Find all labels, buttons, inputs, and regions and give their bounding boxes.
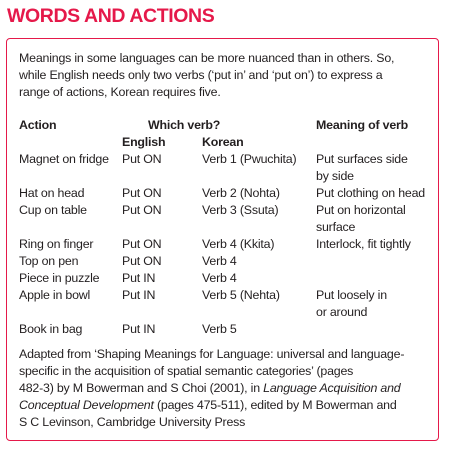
table-cell-meaning: or around (316, 305, 368, 319)
table-cell-action: Piece in puzzle (19, 271, 100, 285)
intro-line: while English needs only two verbs (‘put in’ and ‘put on’) to express a (19, 68, 383, 82)
header-english: English (122, 135, 166, 149)
header-korean: Korean (202, 135, 244, 149)
table-cell-meaning: Interlock, fit tightly (316, 237, 411, 251)
table-cell-meaning: by side (316, 169, 354, 183)
table-cell-action: Hat on head (19, 186, 85, 200)
table-cell-korean: Verb 4 (Kkita) (202, 237, 275, 251)
footnote-line (19, 397, 439, 414)
table-cell-english: Put ON (122, 152, 162, 166)
header-which-verb: Which verb? (148, 118, 221, 132)
footnote-line (19, 380, 439, 397)
book-title-part: Language Acquisition and (263, 381, 401, 395)
source-footnote (19, 346, 439, 431)
table-cell-english: Put ON (122, 186, 162, 200)
table-cell-korean: Verb 3 (Ssuta) (202, 203, 279, 217)
intro-line: Meanings in some languages can be more nuanced than in others. So, (19, 51, 395, 65)
table-cell-korean: Verb 4 (202, 271, 237, 285)
footnote-line: Adapted from ‘Shaping Meanings for Language: universal and language- (19, 347, 405, 361)
header-action: Action (19, 118, 57, 132)
table-cell-action: Book in bag (19, 322, 83, 336)
table-cell-action: Magnet on fridge (19, 152, 109, 166)
table-cell-english: Put ON (122, 254, 162, 268)
header-meaning: Meaning of verb (316, 118, 409, 132)
table-cell-english: Put ON (122, 237, 162, 251)
table-cell-english: Put IN (122, 322, 156, 336)
table-cell-action: Ring on finger (19, 237, 94, 251)
table-cell-korean: Verb 4 (202, 254, 237, 268)
table-cell-korean: Verb 5 (202, 322, 237, 336)
table-cell-english: Put IN (122, 288, 156, 302)
footnote-line: specific in the acquisition of spatial semantic categories’ (pages (19, 364, 354, 378)
table-cell-action: Apple in bowl (19, 288, 91, 302)
table-cell-meaning: Put on horizontal (316, 203, 406, 217)
table-cell-meaning: surface (316, 220, 356, 234)
footnote-text: 482-3) by M Bowerman and S Choi (2001), in (19, 381, 264, 395)
book-title-part: Conceptual Development (19, 398, 154, 412)
page-title: WORDS AND ACTIONS (7, 5, 215, 27)
table-cell-meaning: Put clothing on head (316, 186, 425, 200)
table-cell-korean: Verb 1 (Pwuchita) (202, 152, 297, 166)
table-cell-action: Cup on table (19, 203, 87, 217)
footnote-text: (pages 475-511), edited by M Bowerman and (153, 398, 397, 412)
intro-paragraph (19, 50, 439, 101)
table-cell-meaning: Put loosely in (316, 288, 387, 302)
table-cell-english: Put ON (122, 203, 162, 217)
footnote-line: S C Levinson, Cambridge University Press (19, 415, 246, 429)
table-cell-action: Top on pen (19, 254, 79, 268)
intro-line: range of actions, Korean requires five. (19, 85, 221, 99)
table-cell-meaning: Put surfaces side (316, 152, 408, 166)
table-cell-korean: Verb 5 (Nehta) (202, 288, 280, 302)
table-cell-korean: Verb 2 (Nohta) (202, 186, 280, 200)
table-cell-english: Put IN (122, 271, 156, 285)
